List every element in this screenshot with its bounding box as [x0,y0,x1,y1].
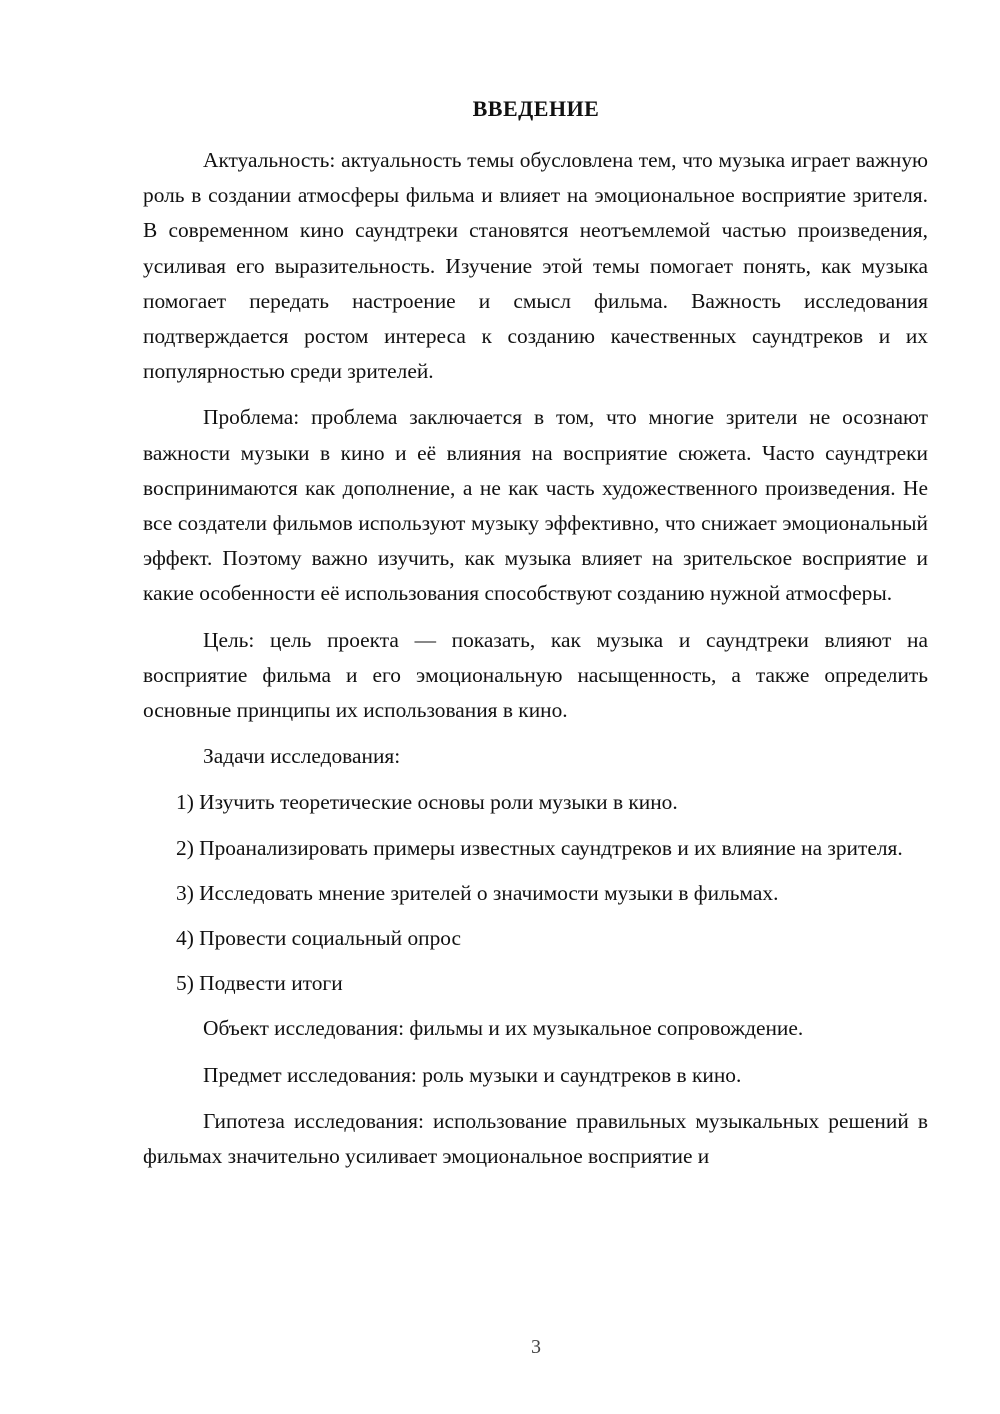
task-item-5: 5) Подвести итоги [176,971,343,996]
paragraph-subject: Предмет исследования: роль музыки и саундтреков в кино. [203,1062,742,1087]
task-item-1: 1) Изучить теоретические основы роли музыки в кино. [176,790,678,815]
page-number: 3 [531,1336,541,1358]
paragraph-actuality: Актуальность: актуальность темы обусловлена тем, что музыка играет важную роль в создании атмосферы фильма и влияет на эмоциональное восприятие зрителя. В современном кино саундтреки становятся неотъемлемой частью произведения, усиливая его выразительность. Изучение этой темы помогает понять, как музыка помогает передать настроение и смысл фильма. Важность исследования подтверждается ростом интереса к созданию качественных саундтреков и их популярностью среди зрителей. [143,148,928,384]
paragraph-hypothesis: Гипотеза исследования: использование правильных музыкальных решений в фильмах значительно усиливает эмоциональное восприятие и [143,1108,928,1169]
paragraph-goal: Цель: цель проекта — показать, как музыка и саундтреки влияют на восприятие фильма и его эмоциональную насыщенность, а также определить основные принципы их использования в кино. [143,627,928,723]
task-item-4: 4) Провести социальный опрос [176,926,462,951]
task-item-3: 3) Исследовать мнение зрителей о значимости музыки в фильмах. [176,880,779,905]
page-title: ВВЕДЕНИЕ [472,96,600,121]
paragraph-problem: Проблема: проблема заключается в том, что многие зрители не осознают важности музыки в кино и её влияния на восприятие сюжета. Часто саундтреки воспринимаются как дополнение, а не как часть художественного произведения. Не все создатели фильмов используют музыку эффективно, что снижает эмоциональный эффект. Поэтому важно изучить, как музыка влияет на зрительское восприятие и какие особенности её использования способствуют созданию нужной атмосферы. [143,405,928,606]
paragraph-object: Объект исследования: фильмы и их музыкальное сопровождение. [203,1016,804,1041]
task-item-2: 2) Проанализировать примеры известных саундтреков и их влияние на зрителя. [176,835,903,860]
tasks-heading: Задачи исследования: [203,744,401,769]
document-body [143,143,928,1185]
